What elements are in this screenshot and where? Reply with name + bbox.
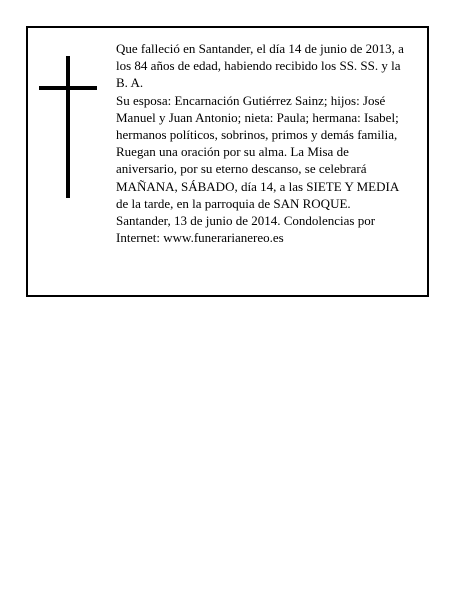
notice-line: Manuel y Juan Antonio; nieta: Paula; hermana: Isabel;	[116, 109, 399, 125]
cross-vertical-bar	[66, 56, 70, 198]
notice-line: los 84 años de edad, habiendo recibido los SS. SS. y la	[116, 58, 401, 74]
notice-line: Su esposa: Encarnación Gutiérrez Sainz; hijos: José	[116, 92, 386, 108]
notice-line: Santander, 13 de junio de 2014. Condolencias por	[116, 213, 376, 229]
notice-line: MAÑANA, SÁBADO, día 14, a las SIETE Y MEDIA	[116, 178, 400, 194]
cross-horizontal-bar	[39, 86, 97, 90]
notice-line: de la tarde, en la parroquia de SAN ROQUE.	[116, 195, 351, 211]
notice-line: Internet: www.funerarianereo.es	[116, 230, 284, 246]
obituary-text	[116, 40, 422, 246]
notice-line: Ruegan una oración por su alma. La Misa de	[116, 144, 349, 160]
obituary-notice-frame	[26, 26, 429, 297]
notice-line: hermanos políticos, sobrinos, primos y demás familia,	[116, 127, 398, 143]
notice-line: Que falleció en Santander, el día 14 de junio de 2013, a	[116, 41, 404, 56]
latin-cross-icon	[39, 56, 97, 198]
notice-line: aniversario, por su eterno descanso, se celebrará	[116, 161, 367, 177]
notice-line: B. A.	[116, 75, 144, 91]
